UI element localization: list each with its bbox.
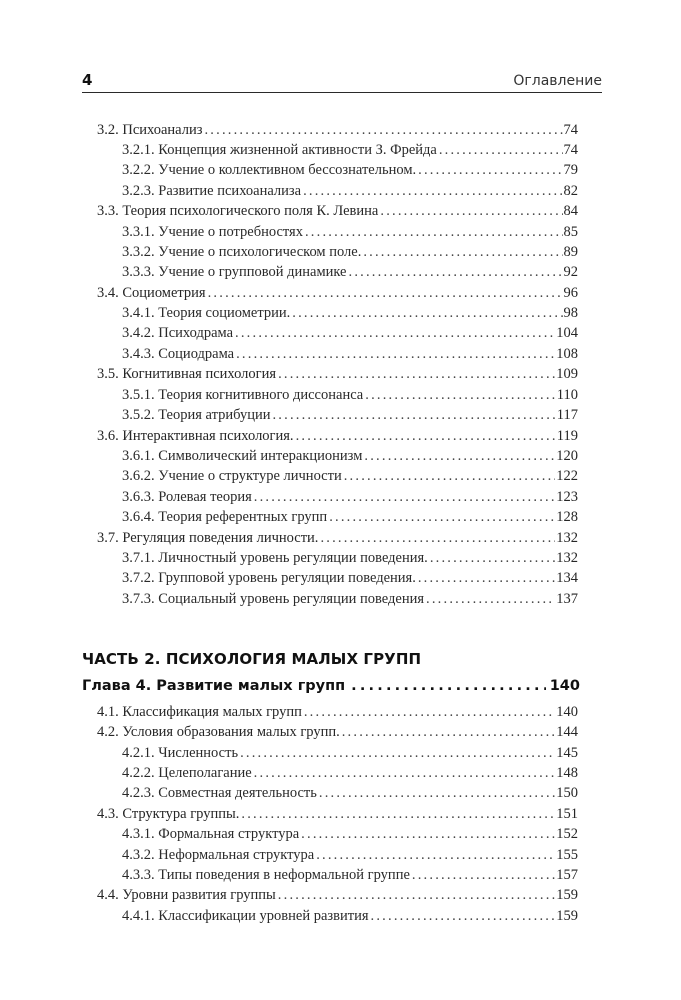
dot-leader: [365, 385, 556, 405]
toc-entry-page: 132: [556, 550, 578, 566]
toc-entry[interactable]: [97, 283, 578, 303]
toc-entry-title: 4.3.1. Формальная структура: [122, 826, 300, 842]
part-heading: ЧАСТЬ 2. ПСИХОЛОГИЯ МАЛЫХ ГРУПП: [82, 650, 422, 668]
toc-entry-page: 159: [556, 887, 578, 903]
toc-entry-title: 3.7.1. Личностный уровень регуляции поведения.: [122, 550, 428, 566]
toc-entry-page: 104: [556, 325, 578, 341]
toc-entry-page: 96: [563, 285, 578, 301]
toc-entry-page: 85: [563, 224, 578, 240]
toc-entry[interactable]: [97, 702, 578, 722]
toc-entry-page: 119: [556, 428, 578, 444]
toc-entry-page: 128: [556, 509, 578, 525]
dot-leader: [235, 323, 555, 343]
toc-entry[interactable]: [97, 426, 578, 446]
page-number: 4: [82, 71, 93, 89]
toc-entry-page: 155: [556, 847, 578, 863]
toc-entry[interactable]: [122, 865, 578, 885]
dot-leader: [363, 242, 562, 262]
dot-leader: [319, 783, 555, 803]
dot-leader: [240, 743, 555, 763]
toc-entry-page: 140: [556, 704, 578, 720]
dot-leader: [254, 487, 555, 507]
dot-leader: [351, 678, 546, 694]
toc-entry[interactable]: [122, 323, 578, 343]
toc-entry-page: 108: [556, 346, 578, 362]
toc-entry-page: 109: [556, 366, 578, 382]
dot-leader: [241, 804, 555, 824]
toc-entry-page: 82: [563, 183, 578, 199]
toc-entry-title: 3.3.2. Учение о психологическом поле.: [122, 244, 362, 260]
toc-entry-page: 134: [556, 570, 578, 586]
toc-entry-title: 4.2.2. Целеполагание: [122, 765, 252, 781]
dot-leader: [204, 120, 562, 140]
toc-entry-title: 4.1. Классификация малых групп: [97, 704, 302, 720]
toc-entry-page: 98: [563, 305, 578, 321]
toc-entry-title: 3.2. Психоанализ: [97, 122, 203, 138]
toc-entry[interactable]: [122, 385, 578, 405]
dot-leader: [236, 344, 555, 364]
toc-entry[interactable]: [122, 405, 578, 425]
toc-entry[interactable]: [97, 364, 578, 384]
dot-leader: [349, 262, 563, 282]
toc-entry[interactable]: [122, 487, 578, 507]
toc-entry[interactable]: [97, 201, 578, 221]
running-title: Оглавление: [513, 73, 602, 89]
toc-entry-title: 4.3. Структура группы.: [97, 806, 240, 822]
dot-leader: [364, 446, 555, 466]
toc-entry[interactable]: [97, 804, 578, 824]
toc-entry-title: 3.6.1. Символический интеракционизм: [122, 448, 363, 464]
dot-leader: [320, 528, 555, 548]
toc-entry[interactable]: [122, 160, 578, 180]
dot-leader: [296, 426, 556, 446]
toc-entry[interactable]: [122, 466, 578, 486]
toc-entry[interactable]: [122, 783, 578, 803]
toc-entry-page: 151: [556, 806, 578, 822]
toc-entry-page: 84: [563, 203, 578, 219]
toc-entry[interactable]: [97, 885, 578, 905]
toc-entry-title: 3.6.4. Теория референтных групп: [122, 509, 328, 525]
toc-entry-title: 4.3.3. Типы поведения в неформальной группе: [122, 867, 410, 883]
toc-entry[interactable]: [122, 548, 578, 568]
toc-entry-page: 74: [563, 142, 578, 158]
toc-entry-page: 117: [556, 407, 578, 423]
dot-leader: [301, 824, 555, 844]
toc-entry[interactable]: [122, 763, 578, 783]
toc-entry-title: 3.7. Регуляция поведения личности.: [97, 530, 319, 546]
toc-entry-title: 4.2.3. Совместная деятельность: [122, 785, 317, 801]
toc-entry[interactable]: [122, 242, 578, 262]
toc-entry-title: 3.7.2. Групповой уровень регуляции поведения.: [122, 570, 416, 586]
toc-entry-page: 123: [556, 489, 578, 505]
toc-entry-page: 132: [556, 530, 578, 546]
page-header: [82, 72, 602, 93]
chapter-entry[interactable]: [82, 678, 580, 700]
dot-leader: [316, 845, 555, 865]
dot-leader: [208, 283, 563, 303]
toc-entry-title: 3.2.1. Концепция жизненной активности З. Фрейда: [122, 142, 437, 158]
toc-entry[interactable]: [122, 262, 578, 282]
chapter-title: Глава 4. Развитие малых групп: [82, 678, 346, 694]
toc-entry-page: 89: [563, 244, 578, 260]
toc-entry-page: 159: [556, 908, 578, 924]
toc-entry-title: 3.3.3. Учение о групповой динамике: [122, 264, 347, 280]
dot-leader: [278, 885, 555, 905]
toc-entry-title: 3.3. Теория психологического поля К. Левина: [97, 203, 379, 219]
toc-entry-page: 122: [556, 468, 578, 484]
dot-leader: [329, 507, 555, 527]
toc-entry-title: 3.4. Социометрия: [97, 285, 206, 301]
dot-leader: [272, 405, 555, 425]
toc-entry[interactable]: [122, 344, 578, 364]
toc-entry[interactable]: [122, 824, 578, 844]
toc-entry[interactable]: [122, 507, 578, 527]
toc-entry-page: 74: [563, 122, 578, 138]
toc-entry-title: 3.3.1. Учение о потребностях: [122, 224, 303, 240]
dot-leader: [418, 568, 555, 588]
dot-leader: [304, 702, 555, 722]
dot-leader: [292, 303, 562, 323]
dot-leader: [418, 160, 562, 180]
toc-entry-title: 4.4.1. Классификации уровней развития: [122, 908, 369, 924]
toc-entry-title: 4.4. Уровни развития группы: [97, 887, 276, 903]
dot-leader: [342, 722, 556, 742]
toc-entry[interactable]: [122, 589, 578, 609]
toc-entry[interactable]: [122, 140, 578, 160]
toc-entry[interactable]: [122, 568, 578, 588]
dot-leader: [303, 181, 562, 201]
toc-entry-title: 4.2.1. Численность: [122, 745, 239, 761]
toc-entry-title: 3.5.2. Теория атрибуции: [122, 407, 271, 423]
dot-leader: [278, 364, 555, 384]
toc-entry-title: 3.5. Когнитивная психология: [97, 366, 277, 382]
toc-entry[interactable]: [122, 906, 578, 926]
toc-entry-page: 152: [556, 826, 578, 842]
toc-entry-title: 3.6. Интерактивная психология.: [97, 428, 294, 444]
toc-entry-page: 148: [556, 765, 578, 781]
toc-entry[interactable]: [122, 845, 578, 865]
toc-entry-title: 4.2. Условия образования малых групп.: [97, 724, 340, 740]
dot-leader: [430, 548, 555, 568]
toc-entry-title: 3.4.3. Социодрама: [122, 346, 235, 362]
dot-leader: [254, 763, 556, 783]
toc-entry-page: 110: [556, 387, 578, 403]
toc-entry-page: 137: [556, 591, 578, 607]
toc-entry-title: 3.6.3. Ролевая теория: [122, 489, 252, 505]
toc-entry[interactable]: [122, 222, 578, 242]
dot-leader: [371, 906, 556, 926]
toc-entry-title: 3.7.3. Социальный уровень регуляции поведения: [122, 591, 425, 607]
toc-entry-page: 144: [556, 724, 578, 740]
toc-entry-page: 150: [556, 785, 578, 801]
toc-entry-page: 120: [556, 448, 578, 464]
toc-entry-title: 3.5.1. Теория когнитивного диссонанса: [122, 387, 364, 403]
toc-entry-page: 157: [556, 867, 578, 883]
toc-entry[interactable]: [122, 446, 578, 466]
toc-entry-title: 3.6.2. Учение о структуре личности: [122, 468, 342, 484]
chapter-page: 140: [549, 678, 580, 694]
toc-entry[interactable]: [97, 120, 578, 140]
toc-entry-page: 92: [563, 264, 578, 280]
toc-entry-page: 79: [563, 162, 578, 178]
toc-entry-page: 145: [556, 745, 578, 761]
toc-entry-title: 4.3.2. Неформальная структура: [122, 847, 315, 863]
dot-leader: [412, 865, 555, 885]
toc-entry-title: 3.2.3. Развитие психоанализа: [122, 183, 302, 199]
toc-entry[interactable]: [122, 303, 578, 323]
toc-entry-title: 3.4.2. Психодрама: [122, 325, 234, 341]
toc-entry[interactable]: [122, 743, 578, 763]
dot-leader: [305, 222, 563, 242]
toc-entry[interactable]: [97, 528, 578, 548]
dot-leader: [439, 140, 563, 160]
dot-leader: [344, 466, 556, 486]
toc-entry[interactable]: [122, 181, 578, 201]
toc-entry-title: 3.2.2. Учение о коллективном бессознательном.: [122, 162, 417, 178]
toc-entry[interactable]: [97, 722, 578, 742]
toc-entry-title: 3.4.1. Теория социометрии.: [122, 305, 291, 321]
dot-leader: [380, 201, 562, 221]
dot-leader: [426, 589, 555, 609]
